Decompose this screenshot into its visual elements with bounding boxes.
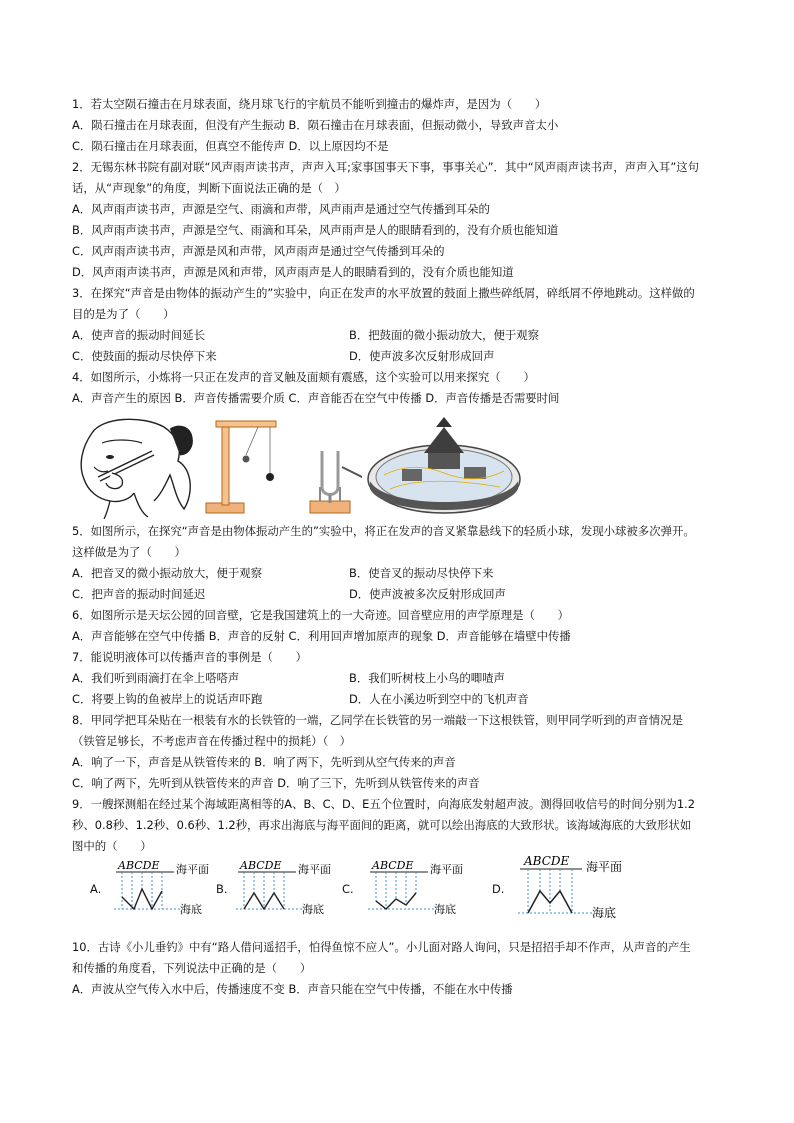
q5-options-row1 bbox=[72, 563, 732, 584]
q5-option-a: A．把音叉的微小振动放大，便于观察 bbox=[72, 566, 263, 580]
q9-stem-line3: 图中的（ ） bbox=[72, 839, 152, 853]
q9c-points: ABCDE bbox=[372, 859, 414, 872]
q3-option-c: C．使鼓面的振动尽快停下来 bbox=[72, 349, 217, 363]
q2-option-b: B．风声雨声读书声，声源是空气、雨滴和耳朵，风声雨声是人的眼睛看到的，没有介质也能知道 bbox=[72, 223, 559, 237]
worksheet bbox=[72, 94, 732, 1000]
q5-option-d: D．使声波被多次反射形成回声 bbox=[349, 587, 506, 601]
q2-stem-line2: 话，从“声现象”的角度，判断下面说法正确的是（ ） bbox=[72, 181, 346, 195]
girl-tuning-fork-figure bbox=[72, 413, 196, 519]
q7-option-a: A．我们听到雨滴打在伞上嗒嗒声 bbox=[72, 671, 240, 685]
q8-stem-line1: 8．甲同学把耳朵贴在一根装有水的长铁管的一端，乙同学在长铁管的另一端敲一下这根铁管，则甲同学听到的声音情况是 bbox=[72, 713, 683, 727]
q9a-sea-floor: 海底 bbox=[180, 903, 202, 916]
q4-options: A．声音产生的原因 B．声音传播需要介质 C．声音能否在空气中传播 D．声音传播是否需要时间 bbox=[72, 391, 560, 405]
q9-option-c-label: C. bbox=[342, 882, 354, 896]
q3-option-d: D．使声波多次反射形成回声 bbox=[349, 349, 495, 363]
q9-stem-line1: 9．一艘探测船在经过某个海域距离相等的A、B、C、D、E五个位置时，向海底发射超声波。测得回收信号的时间分别为1.2 bbox=[72, 797, 696, 811]
q7-option-d: D．人在小溪边听到空中的飞机声音 bbox=[349, 692, 529, 706]
q9d-sea-floor: 海底 bbox=[592, 906, 617, 920]
q5-option-b: B．使音叉的振动尽快停下来 bbox=[349, 566, 494, 580]
q5-stem-line1: 5．如图所示，在探究“声音是由物体振动产生的”实验中，将正在发声的音叉紧靠悬线下的轻质小球，发现小球被多次弹开。 bbox=[72, 524, 695, 538]
q4-stem: 4．如图所示，小炼将一只正在发声的音叉触及面颊有震感，这个实验可以用来探究（ ） bbox=[72, 370, 535, 384]
q3-stem-line1: 3．在探究“声音是由物体的振动产生的”实验中，向正在发声的水平放置的鼓面上撒些碎纸屑，碎纸屑不停地跳动。这样做的 bbox=[72, 286, 695, 300]
q8-stem-line2: （铁管足够长，不考虑声音在传播过程中的损耗）（ ） bbox=[72, 734, 352, 748]
q9a-points: ABCDE bbox=[118, 859, 160, 872]
q2-option-d: D．风声雨声读书声，声源是风和声带，风声雨声是人的眼睛看到的，没有介质也能知道 bbox=[72, 265, 514, 279]
q7-option-c: C．将要上钩的鱼被岸上的说话声吓跑 bbox=[72, 692, 263, 706]
q7-options-row2 bbox=[72, 689, 732, 710]
q7-option-b: B．我们听树枝上小鸟的唧喳声 bbox=[349, 671, 505, 685]
q10-stem-line1: 10．古诗《小儿垂钓》中有“路人借问遥招手，怕得鱼惊不应人”。小儿面对路人询问，只是招招手却不作声，从声音的产生 bbox=[72, 940, 691, 954]
q9-option-d-label: D. bbox=[492, 882, 505, 896]
q3-stem-line2: 目的是为了（ ） bbox=[72, 307, 175, 321]
q8-options-cd: C．响了两下，先听到从铁管传来的声音 D．响了三下，先听到从铁管传来的声音 bbox=[72, 776, 480, 790]
echo-wall-figure bbox=[364, 409, 524, 519]
q9-seafloor-options bbox=[72, 854, 732, 937]
q2-stem-line1: 2．无锡东林书院有副对联“风声雨声读书声，声声入耳;家事国事天下事，事事关心”．其中“风声雨声读书声，声声入耳”这句 bbox=[72, 160, 700, 174]
q10-stem-line2: 和传播的角度看，下列说法中正确的是（ ） bbox=[72, 961, 312, 975]
q9-option-d-diagram bbox=[516, 851, 640, 925]
q10-options-ab: A．声波从空气传入水中后，传播速度不变 B．声音只能在空气中传播，不能在水中传播 bbox=[72, 982, 513, 996]
tuning-fork-pendulum-figure bbox=[202, 411, 362, 519]
q9d-sea-level: 海平面 bbox=[586, 860, 623, 874]
q9b-sea-level: 海平面 bbox=[298, 863, 331, 876]
q9-option-a-diagram bbox=[112, 857, 224, 921]
q1-options-ab: A．陨石撞击在月球表面，但没有产生振动 B．陨石撞击在月球表面，但振动微小，导致声音太小 bbox=[72, 118, 559, 132]
q1-options-cd: C．陨石撞击在月球表面，但真空不能传声 D．以上原因均不是 bbox=[72, 139, 389, 153]
q8-options-ab: A．响了一下，声音是从铁管传来的 B．响了两下，先听到从空气传来的声音 bbox=[72, 755, 456, 769]
q7-stem: 7．能说明液体可以传播声音的事例是（ ） bbox=[72, 650, 308, 664]
figures-row bbox=[72, 409, 732, 521]
q9-option-b-label: B. bbox=[216, 882, 228, 896]
q6-options: A．声音能够在空气中传播 B．声音的反射 C．利用回声增加原声的现象 D．声音能够在墙壁中传播 bbox=[72, 629, 571, 643]
q7-options-row1 bbox=[72, 668, 732, 689]
q2-option-a: A．风声雨声读书声，声源是空气、雨滴和声带，风声雨声是通过空气传播到耳朵的 bbox=[72, 202, 490, 216]
q9-stem-line2: 秒、0.8秒、1.2秒、0.6秒、1.2秒，再求出海底与海平面间的距离，就可以绘出海底的大致形状。该海域海底的大致形状如 bbox=[72, 818, 692, 832]
q9-option-a-label: A. bbox=[90, 882, 102, 896]
q9b-points: ABCDE bbox=[240, 859, 282, 872]
q9-option-c-diagram bbox=[366, 857, 478, 921]
q3-option-b: B．把鼓面的微小振动放大，便于观察 bbox=[349, 328, 540, 342]
q5-options-row2 bbox=[72, 584, 732, 605]
q9c-sea-level: 海平面 bbox=[430, 863, 463, 876]
q6-stem: 6．如图所示是天坛公园的回音壁，它是我国建筑上的一大奇迹。回音壁应用的声学原理是（ ） bbox=[72, 608, 570, 622]
q3-option-a: A．使声音的振动时间延长 bbox=[72, 328, 206, 342]
q5-option-c: C．把声音的振动时间延迟 bbox=[72, 587, 206, 601]
q9-option-b-diagram bbox=[234, 857, 346, 921]
q9d-points: ABCDE bbox=[524, 854, 570, 868]
q9b-sea-floor: 海底 bbox=[302, 903, 324, 916]
q5-stem-line2: 这样做是为了（ ） bbox=[72, 545, 186, 559]
q3-options-row2 bbox=[72, 346, 732, 367]
q9c-sea-floor: 海底 bbox=[434, 903, 456, 916]
q9a-sea-level: 海平面 bbox=[176, 863, 209, 876]
q1-stem: 1．若太空陨石撞击在月球表面，绕月球飞行的宇航员不能听到撞击的爆炸声，是因为（ ） bbox=[72, 97, 547, 111]
q2-option-c: C．风声雨声读书声，声源是风和声带，风声雨声是通过空气传播到耳朵的 bbox=[72, 244, 445, 258]
q3-options-row1 bbox=[72, 325, 732, 346]
